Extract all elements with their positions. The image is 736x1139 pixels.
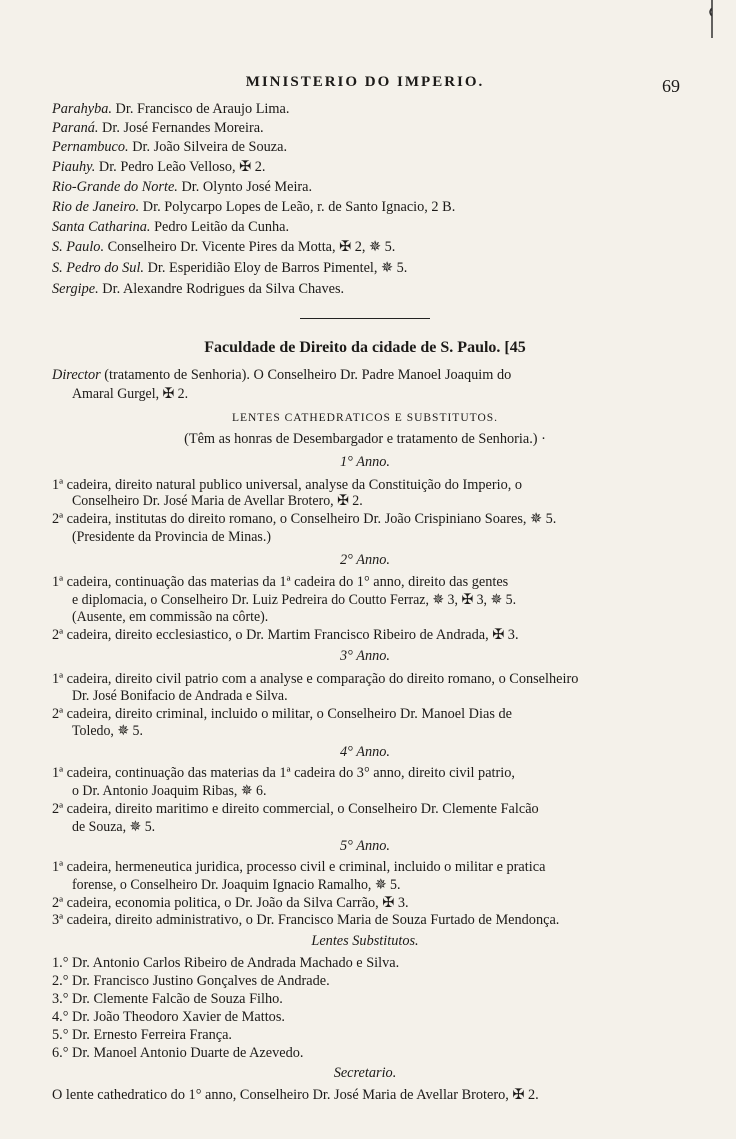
president-line: Santa Catharina. Pedro Leitão da Cunha. <box>52 219 290 235</box>
secretary-heading: Secretario. <box>333 1065 397 1081</box>
president-line: Piauhy. Dr. Pedro Leão Velloso, ✠ 2. <box>52 159 266 175</box>
president-line: Paraná. Dr. José Fernandes Moreira. <box>52 120 264 136</box>
president-line: Parahyba. Dr. Francisco de Araujo Lima. <box>52 101 290 117</box>
page-header <box>50 74 680 96</box>
chair-line: Conselheiro Dr. José Maria de Avellar Brotero, ✠ 2. <box>72 493 363 509</box>
year-label: 4° Anno. <box>340 744 390 760</box>
chair-line: 2ª cadeira, institutas do direito romano, o Conselheiro Dr. João Crispiniano Soares, ✵ 5. <box>52 511 557 527</box>
chair-line: 3ª cadeira, direito administrativo, o Dr. Francisco Maria de Souza Furtado de Mendonça. <box>52 912 560 928</box>
year-label: 1° Anno. <box>340 454 390 470</box>
chair-line: (Ausente, em commissão na côrte). <box>72 609 269 625</box>
chair-line: 2ª cadeira, direito ecclesiastico, o Dr. Martim Francisco Ribeiro de Andrada, ✠ 3. <box>52 627 519 643</box>
faculty-title: Faculdade de Direito da cidade de S. Paulo. [45 <box>204 339 526 356</box>
chair-line: 2ª cadeira, direito maritimo e direito commercial, o Conselheiro Dr. Clemente Falcão <box>52 801 539 817</box>
chair-line: 1ª cadeira, continuação das materias da 1ª cadeira do 1° anno, direito das gentes <box>52 574 509 590</box>
substitute-item: 1.° Dr. Antonio Carlos Ribeiro de Andrada Machado e Silva. <box>52 955 400 971</box>
lentes-heading: LENTES CATHEDRATICOS E SUBSTITUTOS. <box>231 412 499 424</box>
chair-line: 2ª cadeira, direito criminal, incluido o militar, o Conselheiro Dr. Manoel Dias de <box>52 706 512 722</box>
director-line-cont: Amaral Gurgel, ✠ 2. <box>72 386 189 402</box>
honours-note: (Têm as honras de Desembargador e tratamento de Senhoria.) · <box>184 431 546 447</box>
chair-line: Dr. José Bonifacio de Andrada e Silva. <box>72 688 288 704</box>
president-line: Rio-Grande do Norte. Dr. Olynto José Meira. <box>52 179 313 195</box>
chair-line: 1ª cadeira, hermeneutica juridica, processo civil e criminal, incluido o militar e pratica <box>52 859 546 875</box>
substitute-item: 6.° Dr. Manoel Antonio Duarte de Azevedo. <box>52 1045 304 1061</box>
year-label: 2° Anno. <box>340 552 390 568</box>
chair-line: 1ª cadeira, direito natural publico universal, analyse da Constituição do Imperio, o <box>52 477 523 493</box>
chair-line: forense, o Conselheiro Dr. Joaquim Ignacio Ramalho, ✵ 5. <box>72 877 401 893</box>
president-line: Sergipe. Dr. Alexandre Rodrigues da Silva Chaves. <box>52 281 345 297</box>
substitute-item: 5.° Dr. Ernesto Ferreira França. <box>52 1027 232 1043</box>
year-label: 3° Anno. <box>340 648 390 664</box>
chair-line: 1ª cadeira, direito civil patrio com a analyse e comparação do direito romano, o Conselheiro <box>52 671 579 687</box>
chair-line: de Souza, ✵ 5. <box>72 819 156 835</box>
president-line: S. Paulo. Conselheiro Dr. Vicente Pires da Motta, ✠ 2, ✵ 5. <box>52 239 396 255</box>
running-title: MINISTERIO DO IMPERIO. <box>245 74 485 90</box>
page-number: 69 <box>662 76 680 96</box>
margin-mark <box>708 0 716 40</box>
president-line: Rio de Janeiro. Dr. Polycarpo Lopes de Leão, r. de Santo Ignacio, 2 B. <box>52 199 456 215</box>
chair-line: (Presidente da Provincia de Minas.) <box>72 529 271 545</box>
president-line: S. Pedro do Sul. Dr. Esperidião Eloy de Barros Pimentel, ✵ 5. <box>52 260 408 276</box>
chair-line: 2ª cadeira, economia politica, o Dr. João da Silva Carrão, ✠ 3. <box>52 895 409 911</box>
substitutes-heading: Lentes Substitutos. <box>311 933 419 949</box>
director-line: Director (tratamento de Senhoria). O Conselheiro Dr. Padre Manoel Joaquim do <box>52 367 512 383</box>
substitute-item: 4.° Dr. João Theodoro Xavier de Mattos. <box>52 1009 285 1025</box>
substitute-item: 2.° Dr. Francisco Justino Gonçalves de Andrade. <box>52 973 330 989</box>
chair-line: 1ª cadeira, continuação das materias da 1ª cadeira do 3° anno, direito civil patrio, <box>52 765 515 781</box>
president-line: Pernambuco. Dr. João Silveira de Souza. <box>52 139 288 155</box>
secretary-line: O lente cathedratico do 1° anno, Conselheiro Dr. José Maria de Avellar Brotero, ✠ 2. <box>52 1087 539 1103</box>
substitute-item: 3.° Dr. Clemente Falcão de Souza Filho. <box>52 991 283 1007</box>
chair-line: o Dr. Antonio Joaquim Ribas, ✵ 6. <box>72 783 267 799</box>
year-label: 5° Anno. <box>340 838 390 854</box>
chair-line: Toledo, ✵ 5. <box>72 723 143 739</box>
section-divider <box>300 318 430 319</box>
chair-line: e diplomacia, o Conselheiro Dr. Luiz Pedreira do Coutto Ferraz, ✵ 3, ✠ 3, ✵ 5. <box>72 592 517 608</box>
